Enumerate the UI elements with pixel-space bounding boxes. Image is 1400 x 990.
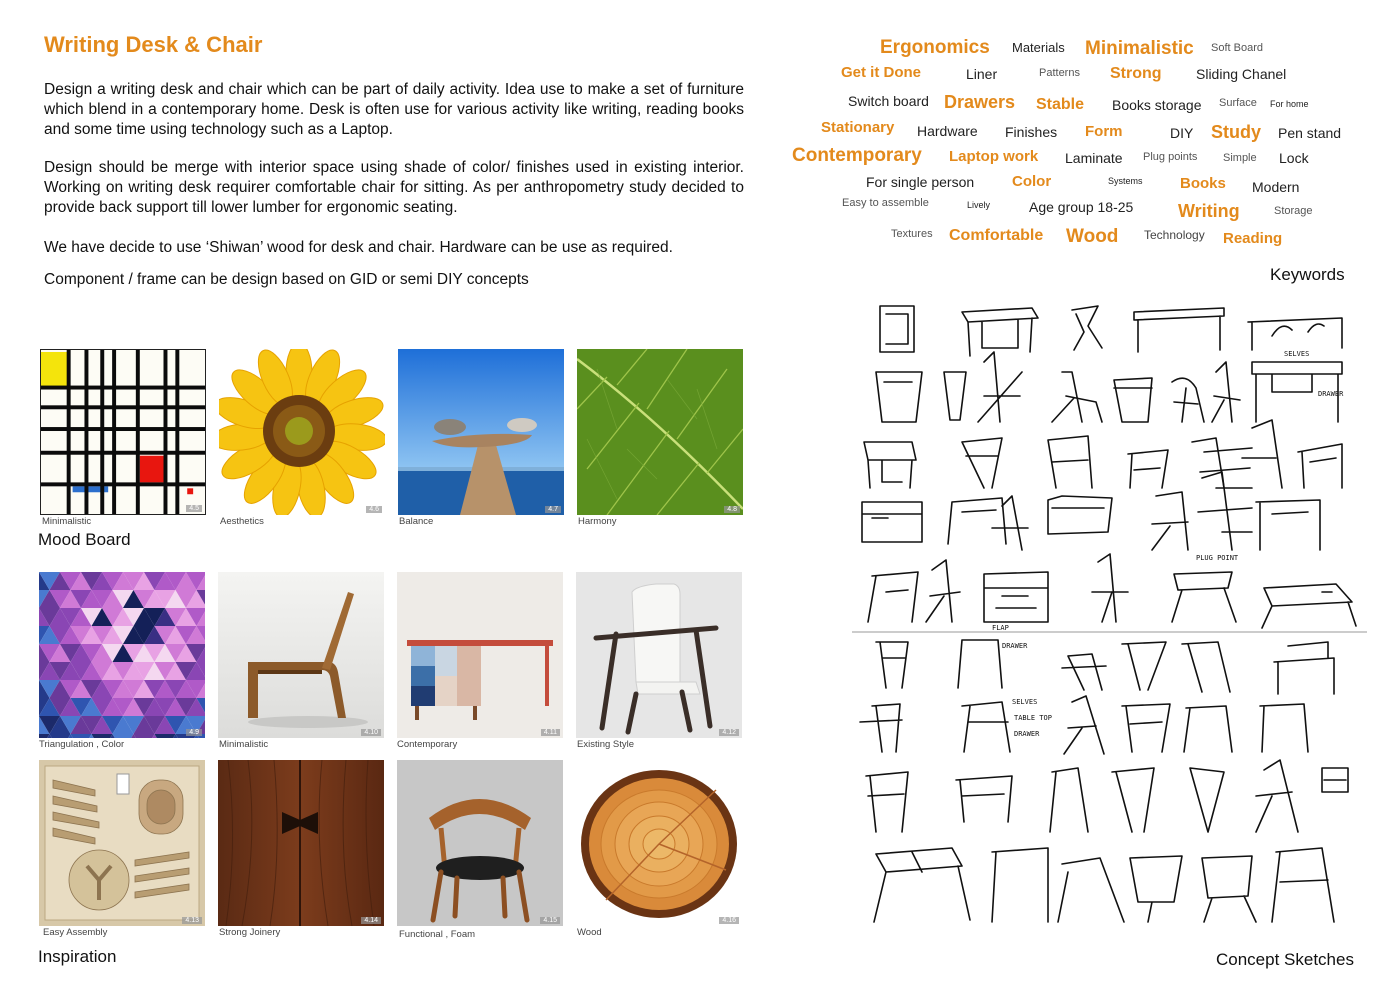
- triangle-shape: [113, 734, 134, 738]
- leaf-texture-image: [577, 349, 743, 515]
- keyword: Reading: [1223, 230, 1283, 247]
- mood-caption-balance: Balance: [399, 516, 434, 527]
- mood-tile-balance: 4.7: [398, 349, 564, 515]
- concept-sketches-label: Concept Sketches: [1216, 950, 1354, 969]
- keyword: For single person: [866, 174, 975, 190]
- keyword: Strong: [1110, 65, 1162, 82]
- mood-tile-minimalistic: 4.5: [40, 349, 206, 515]
- keyword: Systems: [1108, 176, 1143, 186]
- wood-slice-image: [576, 760, 742, 926]
- keyword: Materials: [1012, 40, 1065, 55]
- insp-caption-wood: Wood: [577, 927, 602, 938]
- insp-caption-easy-assembly: Easy Assembly: [43, 927, 108, 938]
- concept-sketches-panel: [852, 292, 1367, 942]
- triangle-shape: [155, 734, 176, 738]
- wooden-round-chair-image: [397, 760, 563, 926]
- keyword: For home: [1270, 99, 1309, 109]
- sketch-note: DRAWER: [1318, 390, 1344, 398]
- insp-caption-functional: Functional , Foam: [399, 929, 476, 940]
- keyword: Age group 18-25: [1029, 199, 1134, 215]
- sketch-note: FLAP: [992, 624, 1009, 632]
- insp-caption-triangulation: Triangulation , Color: [39, 739, 125, 750]
- triangle-shape: [50, 734, 71, 738]
- mondrian-grid-image: [41, 350, 205, 514]
- mood-caption-minimalistic: Minimalistic: [42, 516, 92, 527]
- insp-tile-contemporary: 4.11: [397, 572, 563, 738]
- insp-tile-strong-joinery: 4.14: [218, 760, 384, 926]
- intro-paragraph: Design a writing desk and chair which can be part of daily activity. Idea use to make a set of furniture which blend in a contemporary home. Desk is often use for various activity like writing, reading books and some time using technology such as a Laptop.: [44, 81, 744, 138]
- insp-tile-minimalistic: 4.10: [218, 572, 384, 738]
- keyword: Minimalistic: [1085, 38, 1194, 59]
- keyword: Study: [1211, 122, 1262, 142]
- keyword: Storage: [1274, 205, 1313, 217]
- keyword: Get it Done: [841, 64, 922, 81]
- flatpack-board-image: [39, 760, 205, 926]
- insp-tile-triangulation: 4.9: [39, 572, 205, 738]
- keyword: Form: [1085, 123, 1123, 140]
- mood-tile-aesthetics: 4.6: [219, 349, 385, 515]
- keyword: Drawers: [944, 92, 1016, 112]
- sketch-note: SELVES: [1012, 698, 1038, 706]
- keyword: Books: [1180, 175, 1226, 192]
- keywords-label: Keywords: [1270, 265, 1345, 284]
- keyword: Easy to assemble: [842, 197, 929, 209]
- keyword: Textures: [891, 228, 933, 240]
- armchair-image: [576, 572, 742, 738]
- sketch-note: DRAWER: [1014, 730, 1040, 738]
- insp-tile-functional: 4.15: [397, 760, 563, 926]
- colorful-desk-image: [397, 572, 563, 738]
- keyword: Pen stand: [1278, 125, 1342, 141]
- keyword: Sliding Chanel: [1196, 66, 1287, 82]
- sunflower-image: [219, 349, 385, 515]
- keyword: Switch board: [848, 93, 929, 109]
- keyword: Lively: [967, 200, 991, 210]
- keyword: Color: [1012, 173, 1052, 190]
- keyword: Finishes: [1005, 124, 1058, 140]
- triangulation-pattern-image: [39, 572, 205, 738]
- keyword: Wood: [1066, 226, 1119, 247]
- keyword: Lock: [1279, 150, 1309, 166]
- insp-tile-easy-assembly: 4.13: [39, 760, 205, 926]
- keyword: DIY: [1170, 125, 1194, 141]
- keyword: Modern: [1252, 179, 1300, 195]
- triangle-shape: [134, 734, 155, 738]
- keyword: Writing: [1178, 201, 1240, 221]
- interior-paragraph: Design should be merge with interior space using shade of color/ finishes used in existing interior. Working on writing desk requirer comfortable chair for sitting. As per anthropometry study decided to provide back support till lower lumber for ergonomic seating.: [44, 159, 744, 216]
- keyword: Laptop work: [949, 148, 1039, 165]
- keyword: Laminate: [1065, 150, 1123, 166]
- sketch-note: PLUG POINT: [1196, 554, 1239, 562]
- bent-plywood-chair-image: [218, 572, 384, 738]
- mood-board-label: Mood Board: [38, 530, 131, 549]
- component-paragraph: Component / frame can be design based on GID or semi DIY concepts: [44, 271, 529, 288]
- page-title: Writing Desk & Chair: [44, 32, 263, 57]
- sketch-note: DRAWER: [1002, 642, 1028, 650]
- insp-tile-existing-style: 4.12: [576, 572, 742, 738]
- keyword: Stable: [1036, 96, 1085, 113]
- mood-tile-harmony: 4.8: [577, 349, 743, 515]
- sketch-note: TABLE TOP: [1014, 714, 1052, 722]
- insp-caption-minimalistic: Minimalistic: [219, 739, 269, 750]
- balancing-stones-image: [398, 349, 564, 515]
- triangle-shape: [71, 734, 92, 738]
- mood-caption-aesthetics: Aesthetics: [220, 516, 264, 527]
- keyword: Simple: [1223, 152, 1257, 164]
- wood-paragraph: We have decide to use ‘Shiwan’ wood for desk and chair. Hardware can be use as required.: [44, 239, 673, 256]
- keyword: Ergonomics: [880, 37, 990, 58]
- keyword: Plug points: [1143, 151, 1198, 163]
- keyword: Contemporary: [792, 145, 922, 166]
- bowtie-joint-wood-image: [218, 760, 384, 926]
- insp-tile-wood: 4.16: [576, 760, 742, 926]
- keyword: Liner: [966, 66, 998, 82]
- insp-caption-strong-joinery: Strong Joinery: [219, 927, 281, 938]
- keyword: Technology: [1144, 228, 1205, 242]
- keyword: Comfortable: [949, 227, 1044, 244]
- keyword: Surface: [1219, 97, 1257, 109]
- insp-caption-contemporary: Contemporary: [397, 739, 458, 750]
- keyword: Books storage: [1112, 97, 1202, 113]
- inspiration-label: Inspiration: [38, 947, 117, 966]
- keyword: Stationary: [821, 119, 895, 136]
- mood-caption-harmony: Harmony: [578, 516, 617, 527]
- insp-caption-existing-style: Existing Style: [577, 739, 635, 750]
- sketches-drawing: [852, 292, 1367, 942]
- keyword: Hardware: [917, 123, 978, 139]
- triangle-shape: [92, 734, 113, 738]
- keyword: Soft Board: [1211, 42, 1263, 54]
- sketch-note: SELVES: [1284, 350, 1310, 358]
- keyword: Patterns: [1039, 67, 1080, 79]
